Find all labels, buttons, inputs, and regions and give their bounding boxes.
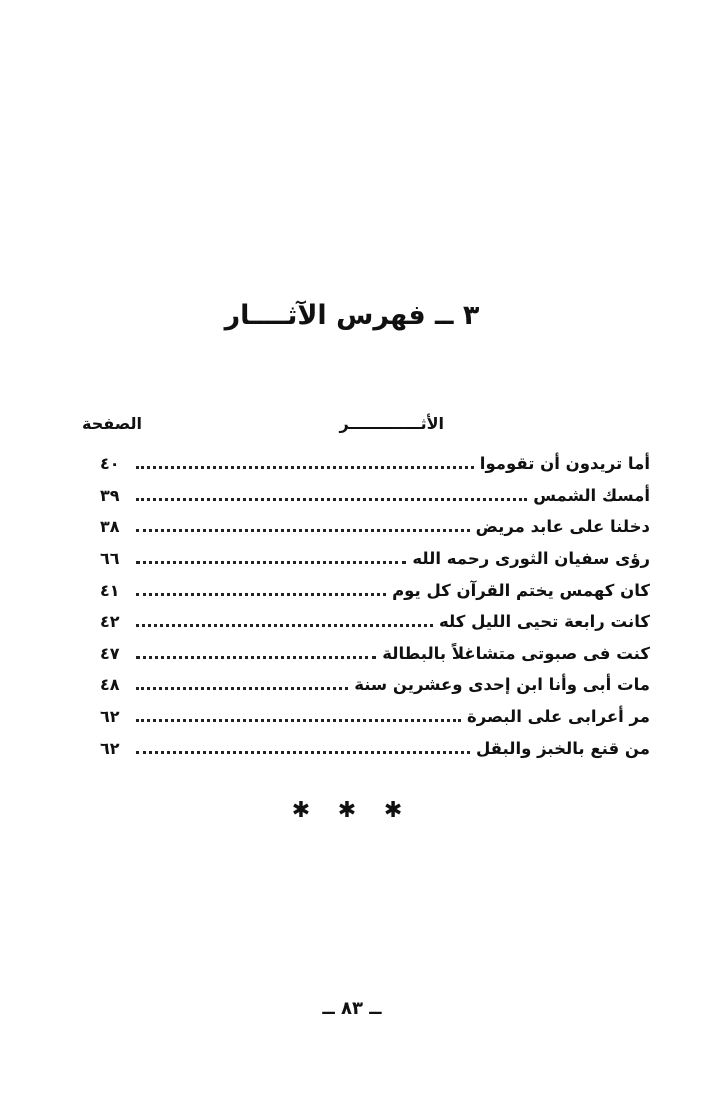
entry-text: كانت رابعة تحيى الليل كله [438, 612, 650, 632]
dot-leader [136, 486, 527, 501]
list-item [100, 732, 650, 764]
entry-text: دخلنا على عابد مريض [475, 517, 650, 537]
list-item [100, 448, 650, 480]
dot-leader [136, 581, 386, 596]
list-item [100, 669, 650, 701]
list-item [100, 480, 650, 512]
entry-text: كان كهمس يختم القرآن كل يوم [392, 580, 650, 600]
list-item [100, 606, 650, 638]
dot-leader [136, 675, 348, 690]
list-item [100, 543, 650, 575]
entry-text: رؤى سفيان الثورى رحمه الله [412, 549, 650, 569]
column-header-athar [340, 414, 444, 433]
entry-page: ٤٠ [100, 454, 120, 474]
dot-leader [136, 454, 474, 469]
dot-leader [136, 549, 406, 564]
dot-leader [136, 517, 470, 532]
ornament-asterisks: ✱ ✱ ✱ [291, 798, 413, 823]
dot-leader [136, 739, 470, 754]
list-item [100, 638, 650, 670]
list-item [100, 511, 650, 543]
entry-page: ٦٦ [100, 549, 120, 569]
entry-page: ٦٢ [100, 738, 120, 758]
list-item [100, 701, 650, 733]
entry-text: مر أعرابى على البصرة [467, 707, 650, 727]
dot-leader [136, 644, 376, 659]
entry-page: ٤٢ [100, 612, 120, 632]
entry-page: ٤٧ [100, 643, 120, 663]
dot-leader [136, 612, 433, 627]
list-item [100, 574, 650, 606]
column-header-athar-label: الأثـــــــــــــر [339, 414, 444, 433]
dot-leader [136, 707, 461, 722]
entry-text: من قنع بالخبز والبقل [475, 738, 650, 758]
column-header-page: الصفحة [81, 414, 142, 433]
entry-text: مات أبى وأنا ابن إحدى وعشرين سنة [354, 675, 650, 695]
page-number: ــ ٨٣ ــ [322, 998, 382, 1019]
entry-page: ٤١ [100, 580, 120, 600]
entry-page: ٤٨ [100, 675, 120, 695]
entry-page: ٣٨ [100, 517, 120, 537]
entry-page: ٦٢ [100, 707, 120, 727]
entry-text: كنت فى صبوتى متشاغلاً بالبطالة [382, 643, 650, 663]
entry-page: ٣٩ [100, 485, 120, 505]
page-title: ٣ ــ فهرس الآثــــار [224, 300, 480, 331]
athar-index-list [100, 448, 650, 764]
entry-text: أما تريدون أن تقوموا [479, 454, 650, 474]
entry-text: أمسك الشمس [533, 485, 650, 505]
